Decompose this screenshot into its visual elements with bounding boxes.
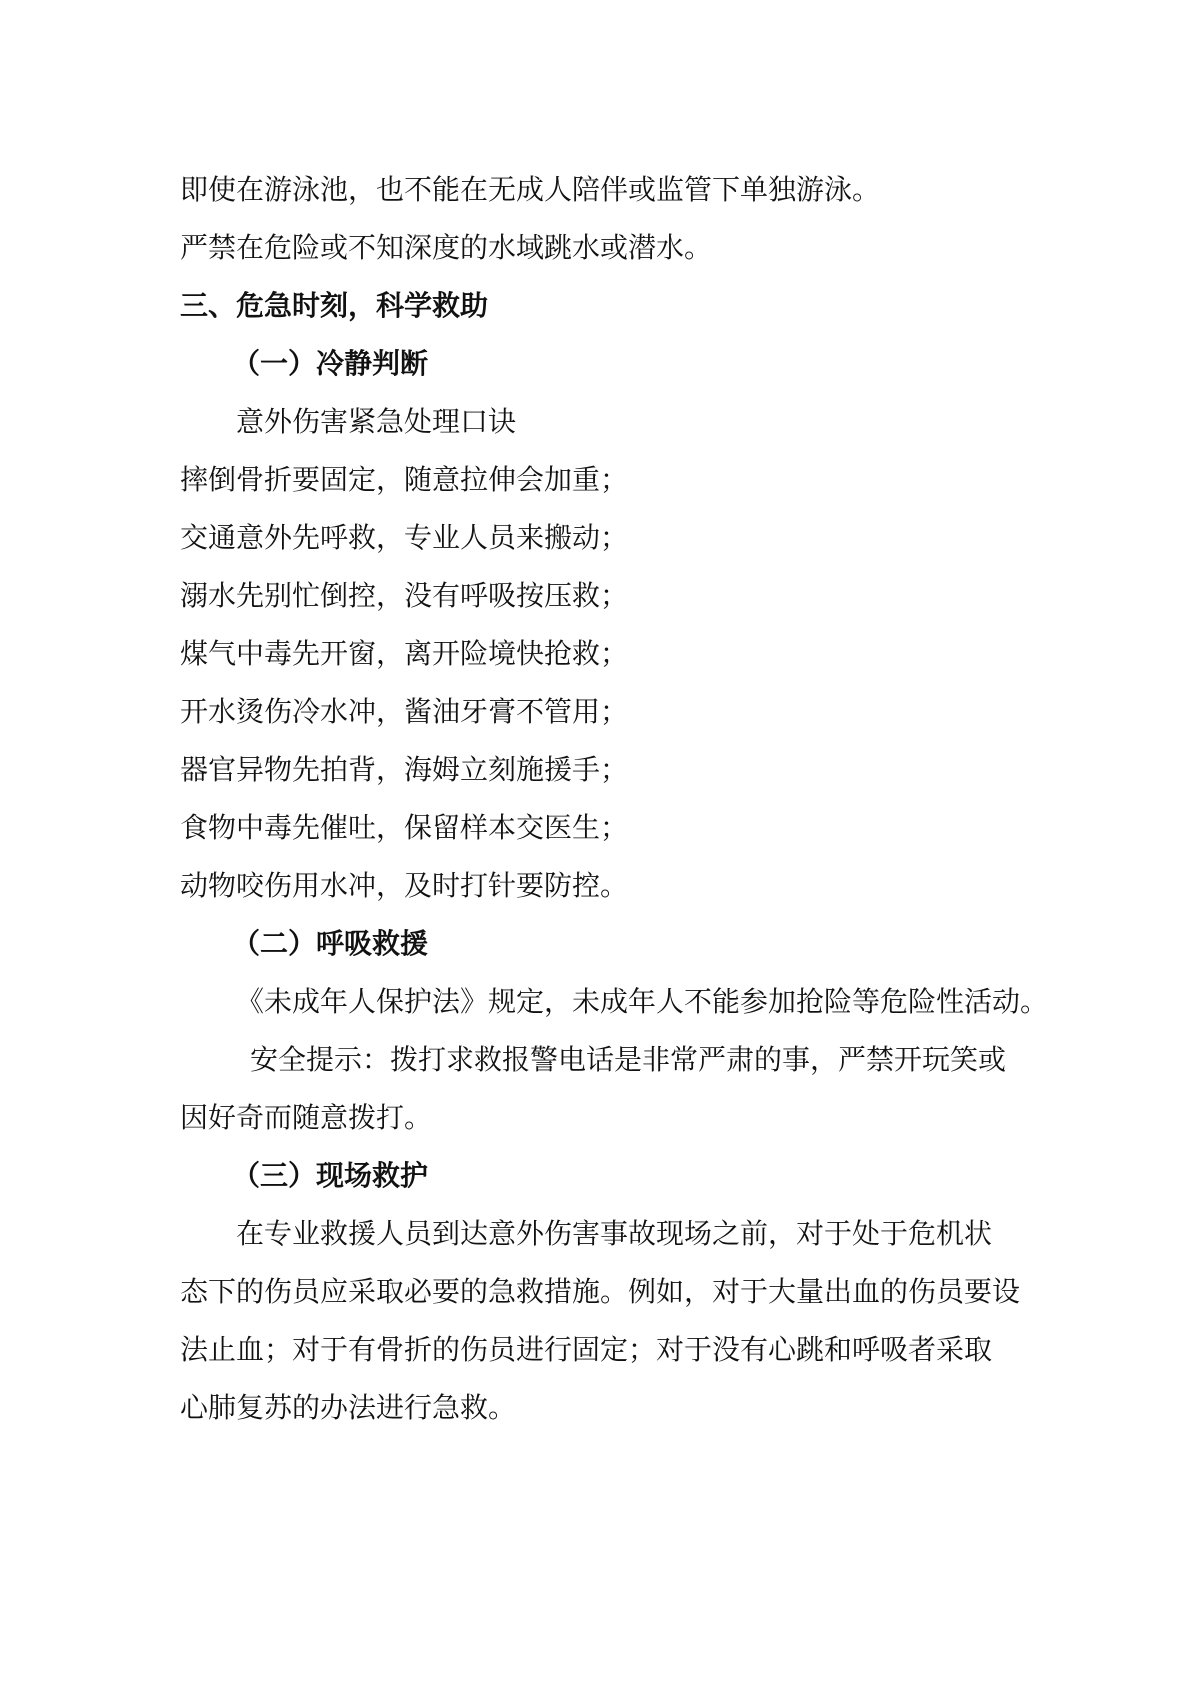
subsection-heading: （二）呼吸救援 [232,927,429,960]
mnemonic-line: 溺水先别忙倒控，没有呼吸按压救； [180,579,629,612]
paragraph-line: 心肺复苏的办法进行急救。 [180,1391,517,1424]
mnemonic-line: 煤气中毒先开窗，离开险境快抢救； [180,637,629,670]
subsection-heading: （一）冷静判断 [232,347,429,380]
section-heading: 三、危急时刻，科学救助 [180,289,489,322]
paragraph-line: 《未成年人保护法》规定，未成年人不能参加抢险等危险性活动。 [236,985,1049,1018]
subsection-heading: （三）现场救护 [232,1159,429,1192]
paragraph-line: 法止血；对于有骨折的伤员进行固定；对于没有心跳和呼吸者采取 [180,1333,993,1366]
paragraph-line: 即使在游泳池，也不能在无成人陪伴或监管下单独游泳。 [180,173,881,206]
mnemonic-line: 器官异物先拍背，海姆立刻施援手； [180,753,629,786]
paragraph-line: 严禁在危险或不知深度的水域跳水或潜水。 [180,231,713,264]
mnemonic-line: 动物咬伤用水冲，及时打针要防控。 [180,869,629,902]
mnemonic-line: 交通意外先呼救，专业人员来搬动； [180,521,629,554]
mnemonic-line: 摔倒骨折要固定，随意拉伸会加重； [180,463,629,496]
paragraph-line: 态下的伤员应采取必要的急救措施。例如，对于大量出血的伤员要设 [180,1275,1021,1308]
mnemonic-line: 开水烫伤冷水冲，酱油牙膏不管用； [180,695,629,728]
paragraph-line: 在专业救援人员到达意外伤害事故现场之前，对于处于危机状 [236,1217,993,1250]
mnemonic-line: 食物中毒先催吐，保留样本交医生； [180,811,629,844]
mnemonic-title: 意外伤害紧急处理口诀 [236,405,517,438]
safety-tip-line: 因好奇而随意拨打。 [180,1101,433,1134]
safety-tip-line: 安全提示：拨打求救报警电话是非常严肃的事，严禁开玩笑或 [250,1043,1007,1076]
